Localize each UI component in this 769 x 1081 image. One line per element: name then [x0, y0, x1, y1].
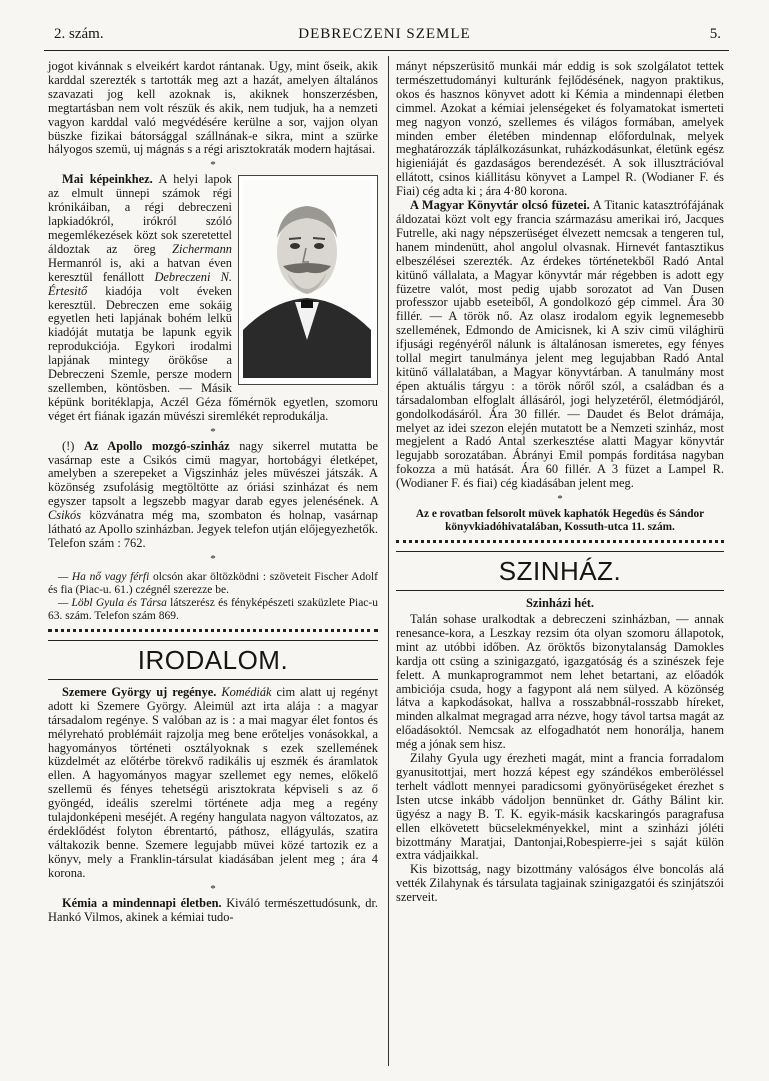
right-column: [396, 60, 724, 905]
header-rule: [44, 50, 729, 51]
ornamental-rule: [396, 540, 724, 552]
portrait-image: [238, 175, 378, 385]
section-title-irodalom: IRODALOM.: [137, 644, 289, 675]
konyvtar-title: A Magyar Könyvtár olcsó füzetei.: [410, 198, 590, 213]
separator-star: *: [210, 425, 216, 438]
kemia-title: Kémia a mindennapi életben.: [62, 895, 222, 910]
page-header: [40, 26, 729, 48]
szinhaz-paragraph-3: Kis bizottság, nagy bizottmány valóságos élve boncolás alá vették Zilahynak és társulata tagjainak szinigazgatói és szinjátszói szerveit.: [396, 862, 724, 905]
intro-paragraph: jogot kivánnak s elveikért kardot rántanak. Ugy, mint őseik, akik karddal szerezték s tartották meg azt a hazát, amelyen általános szavazati jog kell azoknak is, akiknek honszerzésben, megtartásban nem volt részük és akik, nem tudjuk, ha a nemzeti vagyon karddal való megvédésére kerülne a sor, vajjon olyan büszke fizikai bátorsággal szállnának-e sikra, mint a szürke hályogos szemü, uj mágnás s a régi arisztokraták modern hajtásai.: [48, 59, 378, 157]
advertisements: [48, 571, 378, 623]
kemia-article: Kémia a mindennapi életben. Kiváló természettudósunk, dr. Hankó Vilmos, akinek a kémiai tudo-: [48, 895, 378, 924]
kemia-continued: mányt népszerüsitő munkái már eddig is sok szolgálatot tettek természettudományi kulturánk fejlődésének, nagyon praktikus, okos és hasznos könyvet adott ki Kémia a mindennapi életben cimmel. Azokat a kémiai jelenségeket és folyamatokat ismerteti meg nagyon vonzó, szellemes és világos formában, amelyek minden ember életében mindennap előfordulnak, melyek meghatározzák táplálkozásunkat, ruházkodásunkat, életünk egész higieniáját és gazdaságos berendezését. A sok illusztrációval ellátott, csinos kiállitásu könyvet a Lampel R. (Wodianer F. és Fiai) cég adta ki ; ára 4·80 korona.: [396, 59, 724, 199]
portrait-zichermann-icon: [243, 180, 371, 378]
left-column: [48, 60, 378, 924]
szemere-title: Szemere György uj regénye.: [62, 684, 217, 699]
mai-kepeinkhez-article: Mai képeinkhez. A helyi lapok az elmult ünnepi számok régi krónikáiban, a régi debreczeni lapkiadókról, irókról szóló megemlékezések közt sok szeretettel áldoztak az öreg Zichermann Hermanról is, aki a hatvan éven keresztül fenállott Debreczeni N. Értesitő kiadója volt éveken keresztül. Debreczen eme sokáig egyetlen heti lapjának bohém lelkü kiadóját mutatja be lapunk egyik reprodukciója. Egykori irodalmi lapjának mintegy örökőse a Debreczeni Szemle, persze modern szellemben, köntösben. — Másik képünk boritéklapja, Aczél Géza főmérnök egyetlen, szomoru véget ért fiának igazán müvészi siremlékét reprodukálja.: [48, 172, 378, 423]
szinhaz-paragraph-2: Zilahy Gyula ugy érezheti magát, mint a francia forradalom gyanusitottjai, mert hozzá képest egy szándékos emberöléssel terhelt vádlott mennyei paradicsomi gyönyörüségeket érezhet s Isten utcse inkább vádoljon bennünket dr. Gáthy Bálint kir. ügyész a nagy B. T. K. egyik-másik kacskaringós paragrafusa ellen elkövetett bücselekményekkel, mint a szinházi jóléti bizottmány Maratjai, Dantonjai,Robespierre-jei s saját külön extra vádjaikkal.: [396, 751, 724, 863]
konyvtar-article: A Magyar Könyvtár olcsó füzetei. A Titanic katasztrófájának áldozatai közt volt egy francia származásu amerikai iró, Jacques Futrelle, aki nagy népszerüséget élvezett nemcsak a tengeren tul, hanem mindenütt, ahol angolul olvasnak. Hirnevét fantasztikus elbeszélései szerezték. Az érdekes történetekből Radó Antal kitünő vállalata, a Magyar könyvtár már régebben is adott egy füzetre valót, most pedig ujabb sorozatot ad Van Dusen professzor ujabb eseteiből, A gondolkozó gép cimmel. Ára 30 fillér. — A török nő. Az olasz irodalom egyik legnemesebb szellemének, Edmondo de Amicisnek, ki A sziv cimü világhirü ifjusági regényéről nálunk is általánosan ismeretes, egy fényes tollal megirt tanulmánya jelent meg legujabban Radó Antal kitünő vállalatában, a Magyar könyvtárban. A tanulmány most épen aktuális tárgyu : a török nőről szól, a családban és a társadalomban elfoglalt állásáról, jogi helyzetéről, életmódjáról, gondolkodásáról. Ára 30 fillér. — Daudet és Belot drámája, melyet az idei szezon elején mutatott be a Nemzeti szinház, most megjelent a Radó Antal szerkesztése alatti Magyar könyvtár legujabb sorozatában. Ábrányi Emil pompás forditása nagyban fokozza a mü hatását. Ára 60 fillér. A 3 füzet a Lampel R. (Wodianer F. és fiai) cég kiadásában jelent meg.: [396, 198, 724, 491]
apollo-title: Az Apollo mozgó-szinház: [83, 438, 230, 453]
page-number: 5.: [709, 26, 721, 42]
irodalom-section-header: [48, 645, 378, 680]
szinhaz-section-header: [396, 556, 724, 591]
column-divider: [388, 56, 389, 1066]
bookshop-notice: Az e rovatban felsorolt müvek kaphatók Hegedüs és Sándor könyvkiadóhivatalában, Kossuth-utca 11. szám.: [415, 508, 705, 534]
ad-lobl: — Löbl Gyula és Társa látszerész és fényképészeti szaküzlete Piac-u 63. szám. Telefon szám 869.: [48, 596, 378, 622]
ad-fischer: — Ha nő vagy férfi olcsón akar öltözködni : szöveteit Fischer Adolf és fia (Piac-u. 61.) czégnél szerezze be.: [48, 570, 378, 596]
szinhaz-paragraph-1: Talán sohase uralkodtak a debreczeni szinházban, — annak renesance-kora, a Leszkay rezsim óta olyan szomoru állapotok, mint az utóbbi időben. Az öröktős bizonytalanság Damokles kardja ott csüng a szinigazgató, igazgatóság és a szinészek feje felett. A munkaprogrammot nem lehet betartani, az előadók ambiciója csuda, hogy a fagypont alá nem sülyed. A közönség látva a kapkodásokat, hallva a rosszabbnál-rosszabb híreket, minden alkalmat megragad arra nézve, hogy távol tartsa magát az előadásoktól. Nemcsak az elfogadhatót nem honorálja, hanem még a jónak sem hisz.: [396, 612, 724, 752]
szinhazi-het-subhead: Szinházi hét.: [525, 596, 595, 611]
separator-star: *: [210, 159, 216, 172]
section-title-szinhaz: SZINHÁZ.: [498, 556, 622, 587]
mai-kepeinkhez-title: Mai képeinkhez.: [62, 172, 153, 187]
ornamental-rule: [48, 629, 378, 641]
issue-number: 2. szám.: [54, 26, 104, 42]
separator-star: *: [210, 552, 216, 565]
separator-star: *: [210, 882, 216, 895]
szemere-article: Szemere György uj regénye. Komédiák cim alatt uj regényt adott ki Szemere György. Aleimül azt irta alája : a magyar társadalom regénye. S valóban az is : a mai magyar élet fontos és mélyreható problémáit rajzolja meg bene erőteljes vonásokkal, a hagyományos történeti osztályoknak s ezek szellemének küzdelmét az előtérbe törekvő radikális uj eszmék és áramlatok ellen. A hagyományos magyar szellemet egy nemes, előkelő szellemü és fényes tehetségü arisztokrata képviseli s az ő gyöngéd, ideális szerelmi története adja meg a regény tulajdonképeni meséjét. A regény hangulata nagyon változatos, az érdeklődést folyton ébrentartó, páthosz, ellágyulás, szatira váltakozik benne. Szemere legujabb müvei közé tartozik ez a könyv, mely a Franklin-társulat kiadásában jelent meg ; ára 4 korona.: [48, 684, 378, 880]
separator-star: *: [557, 493, 563, 506]
journal-title: DEBRECZENI SZEMLE: [298, 26, 471, 42]
apollo-article: (!) Az Apollo mozgó-szinház nagy sikerrel mutatta be vasárnap este a Csikós cimü magyar, hortobágyi életképet, amelyben a szerepeket a Vigszinház jeles müvészei játszák. A közönség zsufolásig megtöltötte az óriási szinházat és nem egyszer tapsolt a legszebb magyar darab egyes jelenésének. A Csikós közvánatra még ma, szombaton és holnap, vasárnap látható az Apollo szinházban. Jegyek telefon utján előjegyezhetők. Telefon szám : 762.: [48, 438, 378, 550]
